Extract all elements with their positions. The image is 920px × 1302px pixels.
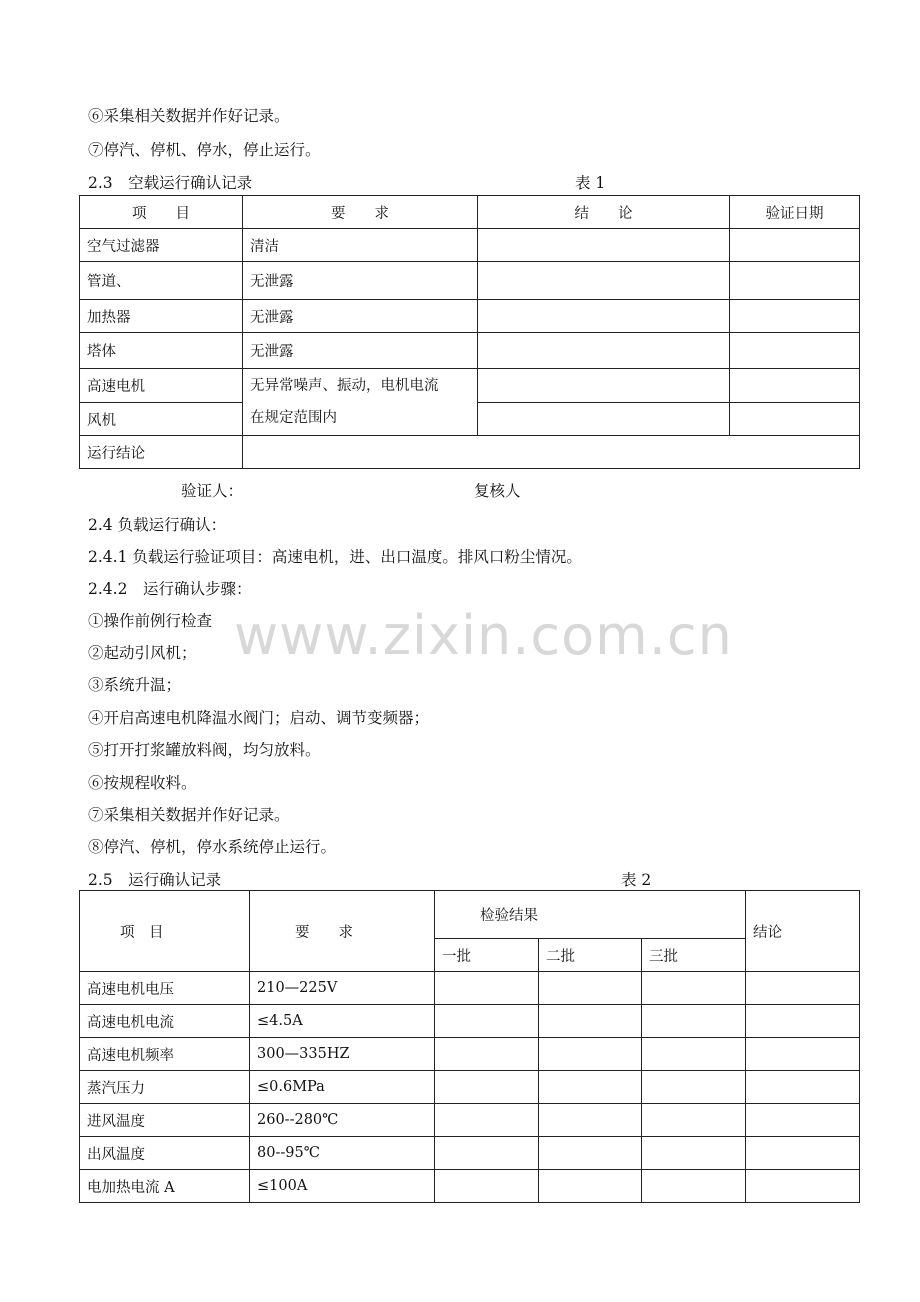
cell-conclusion [746, 1005, 860, 1038]
cell-req: 300—335HZ [250, 1038, 435, 1071]
cell-date [730, 300, 860, 333]
cell-batch [539, 972, 642, 1005]
cell-batch [435, 1137, 539, 1170]
section-2-4-2: 2.4.2 运行确认步骤： [88, 580, 252, 598]
cell-result [478, 369, 730, 403]
cell-conclusion [746, 1137, 860, 1170]
table-row [80, 1137, 860, 1170]
section-2-4-title: 2.4 负载运行确认： [88, 516, 227, 534]
cell-batch [539, 1071, 642, 1104]
cell-date [730, 403, 860, 436]
table1-title: 2.3 空载运行确认记录 [88, 174, 253, 192]
cell-req: 260--280℃ [250, 1104, 435, 1137]
table-row [80, 229, 860, 262]
table2-header-req: 要 求 [250, 891, 435, 972]
table2-header-result: 检验结果 [435, 891, 746, 939]
cell-req: 无泄露 [243, 262, 478, 300]
table-row [80, 1104, 860, 1137]
cell-batch [539, 1038, 642, 1071]
cell-batch [539, 1005, 642, 1038]
cell-batch [539, 1104, 642, 1137]
step-3: ③系统升温； [88, 676, 182, 694]
cell-item: 高速电机 [80, 369, 243, 403]
cell-batch [435, 972, 539, 1005]
step-7: ⑦采集相关数据并作好记录。 [88, 806, 290, 824]
cell-conclusion [746, 972, 860, 1005]
cell-batch [642, 1170, 746, 1203]
cell-result [478, 333, 730, 369]
cell-batch [642, 1005, 746, 1038]
table-row [80, 369, 860, 403]
cell-req: ≤0.6MPa [250, 1071, 435, 1104]
cell-item: 高速电机电流 [80, 1005, 250, 1038]
table1-label: 表 1 [575, 174, 606, 192]
step-2: ②起动引风机； [88, 644, 197, 662]
req-line: 在规定范围内 [250, 410, 337, 426]
table2-title: 2.5 运行确认记录 [88, 871, 222, 889]
table1-header-row [80, 196, 860, 229]
cell-item: 塔体 [80, 333, 243, 369]
table-row [80, 262, 860, 300]
cell-conclusion-label: 运行结论 [80, 436, 243, 469]
cell-item: 进风温度 [80, 1104, 250, 1137]
step-4: ④开启高速电机降温水阀门；启动、调节变频器； [88, 709, 430, 727]
table1-conclusion-row [80, 436, 860, 469]
table2-label: 表 2 [621, 871, 652, 889]
table1-header-result: 结 论 [478, 196, 730, 229]
cell-result [478, 229, 730, 262]
step-1: ①操作前例行检查 [88, 612, 213, 630]
table-row [80, 1038, 860, 1071]
cell-item: 电加热电流 A [80, 1170, 250, 1203]
table2 [79, 890, 860, 1203]
cell-item: 管道、 [80, 262, 243, 300]
table2-header-batch-2: 二批 [539, 939, 642, 972]
step-8: ⑧停汽、停机，停水系统停止运行。 [88, 838, 337, 856]
cell-item: 加热器 [80, 300, 243, 333]
cell-item: 风机 [80, 403, 243, 436]
cell-result [478, 262, 730, 300]
watermark: www.zixin.com.cn [234, 604, 733, 667]
cell-result [478, 300, 730, 333]
table1-header-date: 验证日期 [730, 196, 860, 229]
cell-conclusion [746, 1170, 860, 1203]
reviewer-label: 复核人 [474, 482, 521, 500]
cell-item: 出风温度 [80, 1137, 250, 1170]
cell-batch [435, 1038, 539, 1071]
table-row [80, 1005, 860, 1038]
table2-header-batch-3: 三批 [642, 939, 746, 972]
intro-step-6: ⑥采集相关数据并作好记录。 [88, 107, 290, 125]
cell-item: 蒸汽压力 [80, 1071, 250, 1104]
intro-step-7: ⑦停汽、停机、停水，停止运行。 [88, 141, 321, 159]
table1-header-req: 要 求 [243, 196, 478, 229]
cell-conclusion-value [243, 436, 860, 469]
table2-header-row [80, 891, 860, 939]
step-5: ⑤打开打浆罐放料阀，均匀放料。 [88, 741, 321, 759]
cell-req: ≤4.5A [250, 1005, 435, 1038]
cell-batch [539, 1137, 642, 1170]
cell-batch [642, 1038, 746, 1071]
table-row [80, 1170, 860, 1203]
cell-req-merged [243, 369, 478, 436]
cell-item: 空气过滤器 [80, 229, 243, 262]
cell-result [478, 403, 730, 436]
cell-req: 80--95℃ [250, 1137, 435, 1170]
cell-req: ≤100A [250, 1170, 435, 1203]
step-6: ⑥按规程收料。 [88, 774, 197, 792]
table2-header-item: 项 目 [80, 891, 250, 972]
table2-header-batch-1: 一批 [435, 939, 539, 972]
cell-req: 无泄露 [243, 300, 478, 333]
cell-conclusion [746, 1071, 860, 1104]
table1 [79, 195, 860, 469]
cell-item: 高速电机频率 [80, 1038, 250, 1071]
cell-conclusion [746, 1038, 860, 1071]
cell-batch [642, 1137, 746, 1170]
cell-date [730, 262, 860, 300]
cell-req: 无泄露 [243, 333, 478, 369]
cell-batch [435, 1071, 539, 1104]
cell-item: 高速电机电压 [80, 972, 250, 1005]
table2-caption [88, 868, 858, 890]
cell-req: 210—225V [250, 972, 435, 1005]
cell-date [730, 229, 860, 262]
section-2-4-1: 2.4.1 负载运行验证项目：高速电机，进、出口温度。排风口粉尘情况。 [88, 548, 582, 566]
cell-batch [642, 972, 746, 1005]
table-row [80, 1071, 860, 1104]
cell-batch [435, 1104, 539, 1137]
table2-header-conclusion: 结论 [746, 891, 860, 972]
table-row [80, 333, 860, 369]
table1-caption [88, 171, 858, 193]
cell-batch [642, 1104, 746, 1137]
cell-batch [539, 1170, 642, 1203]
req-line: 无异常噪声、振动，电机电流 [250, 378, 439, 394]
cell-req: 清洁 [243, 229, 478, 262]
cell-date [730, 369, 860, 403]
table-row [80, 972, 860, 1005]
verifier-label: 验证人： [181, 482, 244, 500]
cell-date [730, 333, 860, 369]
table1-header-item: 项 目 [80, 196, 243, 229]
cell-batch [435, 1005, 539, 1038]
cell-batch [642, 1071, 746, 1104]
table-row [80, 300, 860, 333]
cell-batch [435, 1170, 539, 1203]
cell-conclusion [746, 1104, 860, 1137]
